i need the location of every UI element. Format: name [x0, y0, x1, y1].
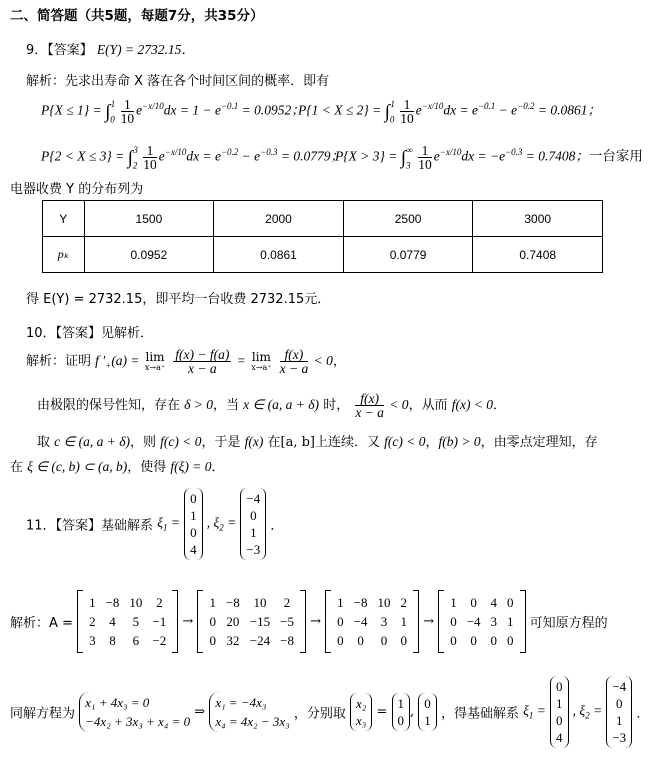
matrix-cell: −2: [152, 633, 167, 648]
matrix-cell: 5: [132, 614, 140, 629]
matrix-cell: 0: [450, 614, 457, 629]
q9-heading: [26, 38, 195, 58]
matrix-cell: −8: [105, 595, 120, 610]
eq-prefix: 同解方程为: [10, 706, 76, 722]
matrix-cell: 1: [337, 595, 344, 610]
analysis-prefix: 解析：A =: [10, 616, 73, 631]
choose-text: ，分别取: [293, 706, 346, 722]
matrix-cell: 1: [400, 614, 407, 629]
matrix-cell: 20: [226, 614, 240, 629]
matrix-row: [332, 593, 412, 612]
xi1-vector: 0 1 0 4: [184, 488, 203, 560]
matrix-row: [204, 612, 299, 631]
table-cell: 0.0861: [214, 237, 344, 273]
table-cell: 1500: [84, 201, 214, 237]
matrix-row: [332, 612, 412, 631]
matrix-cell: −5: [280, 614, 294, 629]
q9-table-intro: 电器收费 Y 的分布列为: [10, 182, 144, 197]
matrix-row: [84, 612, 171, 631]
matrix-cell: 4: [490, 595, 498, 610]
matrix-cell: −8: [280, 633, 294, 648]
q10-line2: 由极限的保号性知，存在 δ > 0，当 x ∈ (a, a + δ) 时， $\frac{f(x)}{x - a}$ < 0，从而 f(x) < 0．: [37, 391, 507, 420]
matrix-cell: 1: [209, 595, 216, 610]
system-1: x₁ + 4x₃ = 0 −4x₂ + 3x₃ + x₄ = 0: [79, 692, 190, 732]
q10-line3: 取 c ∈ (a, a + δ)，则 f(c) < 0，于是 f(x) 在[a, b]上连续．又 f(c) < 0，f(b) > 0，由零点定理知，存: [37, 434, 598, 450]
q9-conclusion: 得 E(Y) = 2732.15，即平均一台收费 2732.15元．: [26, 292, 331, 307]
matrix-cell: 2: [283, 595, 291, 610]
xi2-vector: −4 0 1 −3: [240, 488, 266, 560]
q11-answer: 11．【答案】基础解系 $\xi_1$ = 0 1 0 4 , $\xi_2$ = −4 0 1 −3 ．: [26, 488, 283, 560]
matrix-cell: 2: [400, 595, 407, 610]
matrix-row: [84, 631, 171, 650]
matrix-b: [197, 590, 306, 653]
matrix-cell: 0: [400, 633, 407, 648]
matrix-cell: 4: [109, 614, 116, 629]
q9-p4: $P\{X > 3\} = \int_3^\infty$ $\frac{1}{10}$ $e^{-x/10}dx = -e^{-0.3} = 0.7408$；一台家用: [335, 143, 643, 172]
matrix-cell: −24: [249, 633, 271, 648]
matrix-cell: 32: [226, 633, 240, 648]
table-cell: 0.0952: [84, 237, 214, 273]
matrix-cell: −15: [249, 614, 271, 629]
matrix-row: [204, 631, 299, 650]
table-cell: 0.7408: [473, 237, 603, 273]
q11-matrix-chain: 解析：A = 1 −8 10 2 2 4 5 −1 3 8 6 −2 → 1 −8 10 2 0 20 −15 −5 0 32 −24 −8 → 1 −8 10 2 0 −4 3 1 0 0 0 0 → 1 0 4 0 0 −4 3 1 0 0 0 0 可知原方程的: [10, 590, 608, 653]
matrix-cell: 0: [470, 633, 477, 648]
q9-p2: $P\{1 < X \le 2\} = \int_0^1$ $\frac{1}{10}$ $e^{-x/10}dx = e^{-0.1} - e^{-0.2} = 0.0861$；: [298, 97, 601, 126]
q10-label: 10．【答案】见解析．: [26, 326, 154, 341]
q9-intro: 解析：先求出寿命 X 落在各个时间区间的概率．即有: [26, 74, 330, 89]
matrix-a: [77, 590, 178, 653]
matrix-row: [204, 593, 299, 612]
section-title: 二、简答题（共5题，每题7分，共35分）: [10, 8, 264, 24]
matrix-row: [84, 593, 171, 612]
matrix-cell: −4: [466, 614, 481, 629]
matrix-cell: 0: [380, 633, 388, 648]
q9-p1: $P\{X \le 1\} = \int_0^1$ $\frac{1}{10}$ $e^{-x/10}dx = 1 - e^{-0.1} = 0.0952$；: [41, 97, 305, 126]
matrix-cell: 0: [450, 633, 457, 648]
table-cell: 3000: [473, 201, 603, 237]
matrix-cell: 0: [337, 614, 344, 629]
q10-line1: 解析：证明 f $'_+(a)$ = lim x→a⁺ $\frac{f(x) - f(a)}{x - a}$ = lim x→a⁺ $\frac{f(x)}{x - a}$ < 0，: [26, 347, 346, 376]
choice-1: 1 0: [392, 693, 411, 731]
matrix-cell: −8: [353, 595, 368, 610]
q11-label: 11．【答案】基础解系: [26, 518, 154, 534]
matrix-cell: 2: [89, 614, 96, 629]
matrix-cell: 0: [337, 633, 344, 648]
table-row-y: [43, 201, 603, 237]
q11-solution: 同解方程为 x₁ + 4x₃ = 0 −4x₂ + 3x₃ + x₄ = 0 ⇒ x₁ = −4x₃ x₄ = 4x₂ − 3x₃ ，分别取 x₂ x₃ = 1 0 , 0 1 ，得基础解系 $\xi_1$ = 0 1 0 4 , $\xi_2$ = −4 0 1 −3 ．: [10, 676, 649, 748]
matrix-cell: 0: [357, 633, 364, 648]
matrix-cell: −8: [225, 595, 240, 610]
matrix-row: [445, 631, 518, 650]
matrix-cell: 10: [253, 595, 267, 610]
matrix-cell: −4: [353, 614, 368, 629]
table-row-p: [43, 237, 603, 273]
q9-label: 9．【答案】: [26, 43, 93, 58]
matrix-cell: 1: [450, 595, 457, 610]
matrix-cell: 1: [89, 595, 96, 610]
matrix-cell: 0: [490, 633, 498, 648]
matrix-d: [438, 590, 525, 653]
system-2: x₁ = −4x₃ x₄ = 4x₂ − 3x₃: [209, 692, 289, 732]
matrix-row: [445, 593, 518, 612]
matrix-row: [445, 612, 518, 631]
table-cell: 2000: [214, 201, 344, 237]
matrix-cell: 0: [507, 595, 514, 610]
matrix-cell: 1: [507, 614, 514, 629]
matrix-cell: 10: [129, 595, 143, 610]
matrix-cell: 10: [377, 595, 391, 610]
table-cell: 2500: [343, 201, 473, 237]
choice-2: 0 1: [418, 693, 437, 731]
matrix-c: [325, 590, 419, 653]
matrix-cell: 2: [156, 595, 163, 610]
choose-vector: x₂ x₃: [350, 693, 372, 731]
matrix-cell: −1: [152, 614, 167, 629]
table-cell: 0.0779: [343, 237, 473, 273]
matrix-cell: 3: [380, 614, 388, 629]
matrix-cell: 0: [470, 595, 477, 610]
matrix-cell: 8: [109, 633, 116, 648]
table-cell: pₖ: [43, 237, 85, 273]
table-cell: Y: [43, 201, 85, 237]
result-xi2: −4 0 1 −3: [606, 676, 632, 748]
q10-line4: 在 ξ ∈ (c, b) ⊂ (a, b)，使得 f(ξ) = 0．: [10, 459, 225, 475]
matrix-row: [332, 631, 412, 650]
matrix-cell: 3: [89, 633, 96, 648]
q9-answer: E(Y) = 2732.15．: [96, 42, 195, 57]
q9-p3: $P\{2 < X \le 3\} = \int_2^3$ $\frac{1}{10}$ $e^{-x/10}dx = e^{-0.2} - e^{-0.3} = 0.0779$；: [41, 143, 344, 172]
distribution-table: [42, 200, 603, 273]
matrix-cell: 6: [132, 633, 140, 648]
matrix-tail: 可知原方程的: [529, 616, 608, 631]
matrix-cell: 0: [507, 633, 514, 648]
matrix-cell: 0: [209, 614, 216, 629]
matrix-cell: 0: [209, 633, 216, 648]
result-text: ，得基础解系: [440, 706, 519, 722]
matrix-cell: 3: [490, 614, 498, 629]
q9-p4-tail: 一台家用: [588, 148, 643, 165]
result-xi1: 0 1 0 4: [550, 676, 569, 748]
